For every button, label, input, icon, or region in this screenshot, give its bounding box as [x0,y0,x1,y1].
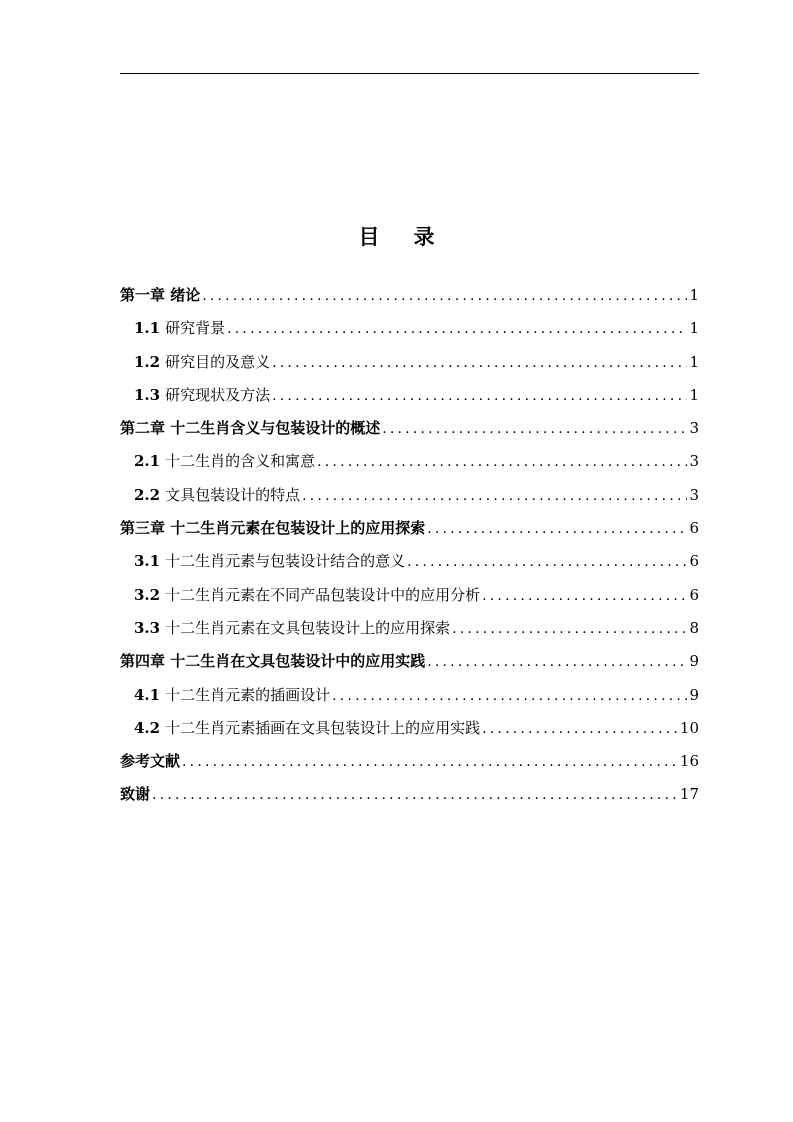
toc-entry-label: 十二生肖元素与包装设计结合的意义 [165,552,406,571]
toc-entry-number: 2.2 [134,485,161,504]
toc-entry-page: 1 [689,319,699,338]
dot-leader [202,280,687,313]
toc-entry-1-2[interactable] [120,346,699,379]
toc-entry-page: 1 [689,385,699,404]
toc-entry-label: 十二生肖元素在不同产品包装设计中的应用分析 [165,585,481,604]
toc-entry-page: 16 [679,752,699,771]
toc-entry-label: 十二生肖的含义和寓意 [165,452,316,471]
toc-list [120,279,699,812]
header-rule [120,73,699,74]
toc-entry-page: 17 [679,785,699,804]
toc-entry-page: 3 [689,419,699,438]
dot-leader [152,779,678,812]
dot-leader [227,313,687,346]
toc-entry-number: 1.2 [134,352,161,371]
toc-entry-3-1[interactable] [120,545,699,578]
toc-entry-page: 6 [689,585,699,604]
toc-title [0,221,793,251]
toc-entry-label: 第一章 绪论 [120,286,201,304]
toc-title-char-2: 录 [413,225,435,249]
toc-entry-2-1[interactable] [120,445,699,478]
dot-leader [427,646,687,679]
toc-entry-page: 1 [689,286,699,304]
toc-entry-label: 文具包装设计的特点 [165,485,301,504]
toc-entry-number: 4.1 [134,685,161,704]
toc-entry-label: 致谢 [120,785,151,804]
toc-entry-page: 1 [689,352,699,371]
toc-entry-label: 第三章 十二生肖元素在包装设计上的应用探索 [120,519,426,538]
dot-leader [482,580,687,613]
toc-entry-number: 4.2 [134,718,161,737]
toc-entry-page: 9 [689,685,699,704]
dot-leader [482,713,678,746]
toc-entry-label: 十二生肖元素在文具包装设计上的应用探索 [165,618,451,637]
dot-leader [407,546,687,579]
dot-leader [272,380,687,413]
toc-entry-label: 研究背景 [165,319,226,338]
toc-entry-3-2[interactable] [120,579,699,612]
toc-entry-1-3[interactable] [120,379,699,412]
toc-entry-chapter-3[interactable] [120,512,699,545]
toc-entry-references[interactable] [120,745,699,778]
dot-leader [452,613,687,646]
toc-entry-label: 第二章 十二生肖含义与包装设计的概述 [120,419,381,438]
toc-entry-label: 参考文献 [120,752,181,771]
toc-entry-number: 3.3 [134,618,161,637]
toc-entry-label: 十二生肖元素的插画设计 [165,685,331,704]
toc-entry-page: 10 [679,718,699,737]
toc-entry-number: 2.1 [134,452,161,471]
toc-entry-acknowledgements[interactable] [120,778,699,811]
toc-entry-number: 1.1 [134,319,161,338]
toc-title-char-1: 目 [358,225,380,249]
toc-entry-page: 3 [689,452,699,471]
dot-leader [182,746,678,779]
toc-entry-label: 研究目的及意义 [165,352,271,371]
toc-entry-3-3[interactable] [120,612,699,645]
toc-entry-page: 6 [689,552,699,571]
dot-leader [332,680,687,713]
dot-leader [382,413,687,446]
toc-entry-4-2[interactable] [120,712,699,745]
dot-leader [302,480,687,513]
toc-entry-page: 6 [689,519,699,538]
toc-entry-page: 3 [689,485,699,504]
toc-entry-2-2[interactable] [120,479,699,512]
toc-entry-number: 3.2 [134,585,161,604]
dot-leader [317,446,687,479]
toc-entry-chapter-2[interactable] [120,412,699,445]
toc-entry-number: 3.1 [134,552,161,571]
toc-entry-label: 第四章 十二生肖在文具包装设计中的应用实践 [120,652,426,671]
toc-entry-page: 9 [689,652,699,671]
toc-entry-page: 8 [689,618,699,637]
toc-entry-4-1[interactable] [120,679,699,712]
toc-entry-number: 1.3 [134,385,161,404]
dot-leader [272,347,687,380]
dot-leader [427,513,687,546]
toc-entry-chapter-4[interactable] [120,645,699,678]
toc-entry-chapter-1[interactable] [120,279,699,312]
toc-entry-label: 研究现状及方法 [165,385,271,404]
toc-entry-label: 十二生肖元素插画在文具包装设计上的应用实践 [165,718,481,737]
toc-entry-1-1[interactable] [120,312,699,345]
